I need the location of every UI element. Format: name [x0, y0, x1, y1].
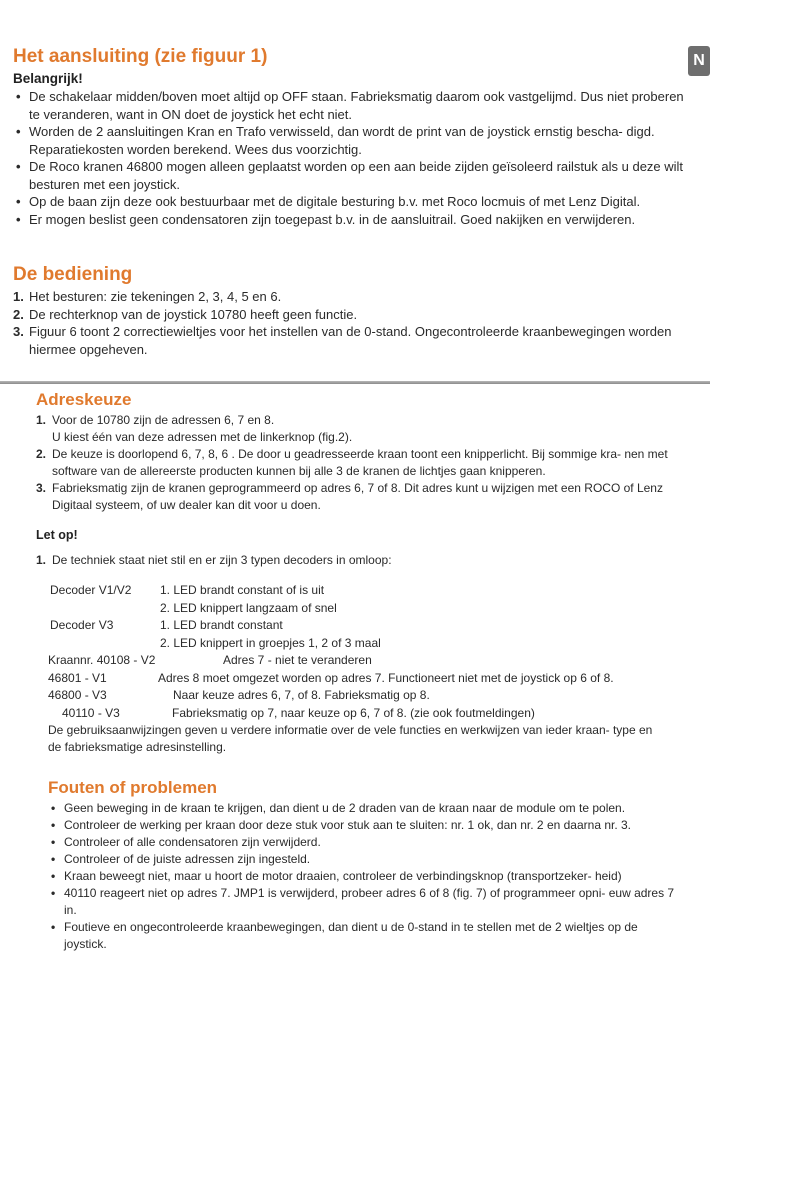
- item-text: De rechterknop van de joystick 10780 heeft geen functie.: [29, 306, 358, 322]
- section-subtitle: Belangrijk!: [13, 71, 83, 86]
- list-item: • Er mogen beslist geen condensatoren zijn toegepast b.v. in de aansluitrail. Goed nakijken en verwijderen.: [13, 211, 689, 229]
- table-row: [50, 582, 676, 600]
- list-item: [36, 412, 676, 446]
- section-divider: [0, 381, 710, 384]
- kraan-label: 46801 - V1: [48, 670, 107, 685]
- section-fouten: [48, 778, 678, 953]
- table-row: [48, 652, 676, 670]
- decoder-desc: 1. LED brandt constant: [160, 618, 283, 632]
- table-row: [48, 670, 676, 688]
- item-number: 3.: [36, 481, 47, 495]
- decoder-table: [50, 582, 676, 652]
- item-number: 1.: [13, 289, 24, 304]
- table-row: [48, 687, 676, 705]
- list-item: [36, 446, 676, 480]
- list-item: • Controleer of alle condensatoren zijn verwijderd.: [48, 834, 678, 851]
- section-bediening: [13, 264, 693, 358]
- kraan-desc: Adres 7 - niet te veranderen: [223, 653, 372, 667]
- list-item: • Geen beweging in de kraan te krijgen, dan dient u de 2 draden van de kraan naar de module om te polen.: [48, 800, 678, 817]
- list-item: [13, 323, 693, 358]
- decoder-desc: 2. LED knippert langzaam of snel: [160, 600, 337, 615]
- kraan-desc: Fabrieksmatig op 7, naar keuze op 6, 7 of 8. (zie ook foutmeldingen): [172, 705, 535, 720]
- kraan-table: [48, 652, 676, 722]
- letop-heading: Let op!: [36, 528, 78, 542]
- table-row: [50, 617, 676, 635]
- section-title: De bediening: [13, 264, 133, 285]
- item-number: 2.: [13, 306, 24, 322]
- list-item: • Kraan beweegt niet, maar u hoort de motor draaien, controleer de verbindingsknop (transportzeker- heid): [48, 868, 678, 885]
- kraan-desc: Naar keuze adres 6, 7, of 8. Fabrieksmatig op 8.: [173, 688, 430, 702]
- item-number: 1.: [36, 553, 47, 567]
- item-number: 2.: [36, 447, 47, 461]
- kraan-desc: Adres 8 moet omgezet worden op adres 7. Functioneert niet met de joystick op 6 of 8.: [158, 670, 614, 685]
- bullet-list: [48, 800, 678, 953]
- item-text: Figuur 6 toont 2 correctiewieltjes voor het instellen van de 0-stand. Ongecontroleerde kraanbewegingen worden hiermee opgeheven.: [29, 324, 672, 357]
- item-text: De techniek staat niet stil en er zijn 3 typen decoders in omloop:: [52, 553, 392, 567]
- numbered-list: [36, 412, 676, 514]
- kraan-label: 46800 - V3: [48, 688, 107, 702]
- item-number: 1.: [36, 413, 47, 427]
- table-row: [50, 600, 676, 618]
- kraan-label: 40110 - V3: [62, 705, 120, 720]
- decoder-label: Decoder V3: [50, 618, 114, 632]
- section-title: Fouten of problemen: [48, 778, 218, 797]
- decoder-desc: 2. LED knippert in groepjes 1, 2 of 3 maal: [160, 635, 381, 650]
- list-item: • De schakelaar midden/boven moet altijd op OFF staan. Fabrieksmatig daarom ook vastgelijmd. Dus niet proberen te veranderen, want in ON doet de joystick het echt niet.: [13, 88, 689, 123]
- section-title: Adreskeuze: [36, 390, 132, 409]
- item-text: Fabrieksmatig zijn de kranen geprogrammeerd op adres 6, 7 of 8. Dit adres kunt u wijzigen met een ROCO of Lenz Digitaal systeem, of uw dealer kan dit voor u doen.: [52, 481, 663, 512]
- list-item: • De Roco kranen 46800 mogen alleen geplaatst worden op een aan beide zijden geïsoleerd railstuk als u deze wilt besturen met een joystick.: [13, 158, 689, 193]
- list-item: • Controleer of de juiste adressen zijn ingesteld.: [48, 851, 678, 868]
- section-title: Het aansluiting (zie figuur 1): [13, 46, 268, 67]
- bullet-list: [13, 88, 689, 228]
- list-item: • Worden de 2 aansluitingen Kran en Trafo verwisseld, dan wordt de print van de joystick ernstig bescha- digd. Reparatiekosten worden berekend. Wees dus voorzichtig.: [13, 123, 689, 158]
- list-item: • Controleer de werking per kraan door deze stuk voor stuk aan te sluiten: nr. 1 ok, dan nr. 2 en daarna nr. 3.: [48, 817, 678, 834]
- list-item: [13, 306, 693, 324]
- table-row: [50, 635, 676, 653]
- list-item: • Op de baan zijn deze ook bestuurbaar met de digitale besturing b.v. met Roco locmuis of met Lenz Digital.: [13, 193, 689, 211]
- item-text: Voor de 10780 zijn de adressen 6, 7 en 8.: [52, 413, 275, 427]
- item-text: De keuze is doorlopend 6, 7, 8, 6 . De door u geadresseerde kraan toont een knipperlicht. Bij sommige kra- nen met software van de allereerste producten kunnen bij alle 3 de kranen de lichtjes gaan knipperen.: [52, 447, 668, 478]
- list-item: [13, 288, 693, 306]
- closing-paragraph: De gebruiksaanwijzingen geven u verdere informatie over de vele functies en werkwijzen van ieder kraan- type en de fabrieksmatige adresinstelling.: [48, 723, 653, 754]
- item-text-2: U kiest één van deze adressen met de linkerknop (fig.2).: [52, 430, 353, 444]
- numbered-list: [13, 288, 693, 358]
- item-number: 3.: [13, 324, 24, 339]
- list-item: [36, 480, 676, 514]
- language-tab: N: [688, 46, 710, 76]
- table-row: [48, 705, 676, 723]
- section-aansluiting: [13, 46, 689, 228]
- decoder-desc: 1. LED brandt constant of is uit: [160, 583, 325, 597]
- section-adreskeuze: [36, 390, 676, 756]
- list-item: • 40110 reageert niet op adres 7. JMP1 is verwijderd, probeer adres 6 of 8 (fig. 7) of programmeer opni- euw adres 7 in.: [48, 885, 678, 919]
- item-text: Het besturen: zie tekeningen 2, 3, 4, 5 en 6.: [29, 289, 282, 304]
- kraan-label: Kraannr. 40108 - V2: [48, 653, 156, 667]
- decoder-label: Decoder V1/V2: [50, 583, 132, 597]
- list-item: [36, 552, 676, 569]
- list-item: • Foutieve en ongecontroleerde kraanbewegingen, dan dient u de 0-stand in te stellen met de 2 wieltjes op de joystick.: [48, 919, 678, 953]
- numbered-list: [36, 552, 676, 569]
